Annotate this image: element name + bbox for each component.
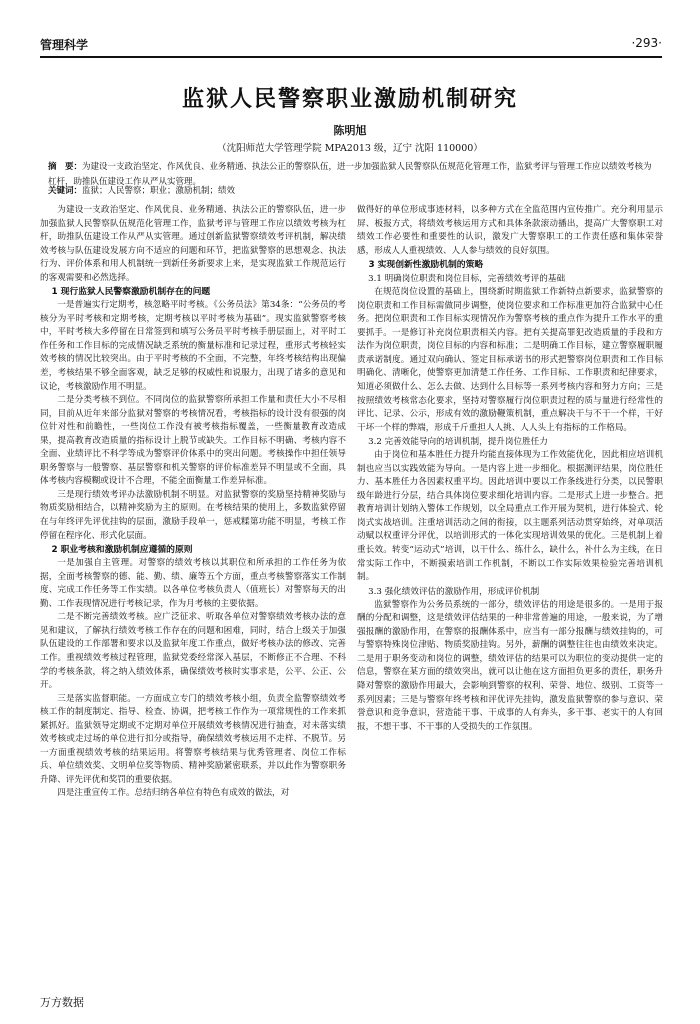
subsection-heading: 3.3 强化绩效评估的激励作用，形成评价机制	[368, 586, 540, 597]
subsection-heading: 3.1 明确岗位职责和岗位目标，完善绩效考评的基础	[368, 274, 566, 285]
keywords-label: 关键词：	[48, 186, 83, 196]
keywords-text: 监狱；人民警察；职业；激励机制；绩效	[82, 186, 236, 196]
paragraph: 为建设一支政治坚定、作风优良、业务精通、执法公正的警察队伍，进一步加强监狱人民警察队伍规范化管理工作，监狱考评与管理工作应以绩效考核为杠杆，助推队伍建设工作从严从实管理。通过创新监狱警察绩效考评机制，解决绩效考核与队伍建设发展方向不适应的问题和环节，把监狱警察的思想观念、执法行为、评价体系和用人机制统一到新任务新要求上来，是实现监狱工作规范运行的客观需要和必然选择。	[40, 205, 346, 283]
header-rule	[40, 56, 662, 58]
abstract-label: 摘 要：	[48, 162, 83, 172]
paragraph: 三是落实监督职能。一方面成立专门的绩效考核小组，负责全监警察绩效考核工作的制度制定、指导、检查、协调，把考核工作作为一项常规性的工作来抓紧抓好。监狱领导定期或不定期对单位开展绩效考核情况进行抽查，对未落实绩效考核或走过场的单位进行扣分或指导，确保绩效考核运用不走样、不脱节。另一方面重视绩效考核的结果运用。将警察考核结果与优秀管理者、岗位工作标兵、单位绩效奖、文明单位奖等物质、精神奖励紧密联系，并以此作为警察职务升降、评先评优和奖罚的重要依据。	[40, 693, 346, 785]
paragraph: 二是不断完善绩效考核。应广泛征求、听取各单位对警察绩效考核办法的意见和建议，了解执行绩效考核工作存在的问题和困难，同时，结合上级关于加强队伍建设的工作部署和要求以及监狱年度工作重点，做好考核办法的修改、完善工作。重视绩效考核过程管理，监狱党委经常深入基层，不断修正不合理、不科学的考核条款，将之纳入绩效体系，确保绩效考核时实事求是，公平、公正、公开。	[40, 612, 346, 691]
paragraph: 在规范岗位设置的基础上，围绕新时期监狱工作新特点新要求，监狱警察的岗位职责和工作目标需做同步调整，使岗位要求和工作标准更加符合监狱中心任务。把岗位职责和工作目标实现情况作为警察考核的重点作为提升工作水平的重要抓手。一是修订补充岗位职责相关内容。把有关提高罪犯改造质量的手段和方法作为岗位职责，岗位目标的内容和标准；二是明确工作目标，建立警察履职履责承诺制度。通过双向确认、签定目标承诺书的形式把警察岗位职责和工作目标明确化、清晰化，使警察更加清楚工作任务、工作目标、工作职责和纪律要求，知道必须做什么、怎么去做、达到什么目标等一系列考核内容和努力方向；三是按照绩效考核常态化要求，坚持对警察履行岗位职责过程的质与量进行经常性的评比、记录、公示，形成有效的激励鞭策机制，重点解决干与不干一个样，干好干坏一个样的弊端，形成千斤重担人人挑、人人头上有指标的工作格局。	[357, 287, 663, 433]
author-name: 陈明旭	[333, 124, 367, 137]
journal-section-name: 管理科学	[40, 38, 89, 52]
body-column-left	[40, 204, 346, 801]
page-number: ·293·	[631, 36, 662, 50]
paragraph: 四是注重宣传工作。总结归纳各单位有特色有成效的做法，对	[57, 788, 290, 799]
paragraph: 监狱警察作为公务员系统的一部分，绩效评估的用途是很多的。一是用于报酬的分配和调整，这是绩效评估结果的一种非常普遍的用途，一般来说，为了增强报酬的激励作用，在警察的报酬体系中，应当有一部分报酬与绩效挂钩的，可与警察特殊岗位津贴、物质奖励挂钩。另外，薪酬的调整往往也由绩效来决定。二是用于职务变动和岗位的调整，绩效评估的结果可以为职位的变动提供一定的信息，警察在某方面的绩效突出，就可以让他在这方面担负更多的责任，职务升降对警察的激励作用最大，会影响到警察的权利、荣誉、地位、级别、工资等一系列因素；三是与警察年终考核和评优评先挂钩，激发监狱警察的参与意识、荣誉意识和竞争意识，营造能干事、干成事的人有奔头，多干事、老实干的人有回报，不想干事、不干事的人受损失的工作氛围。	[357, 599, 663, 732]
section-heading: 1 现行监狱人民警察激励机制存在的问题	[51, 287, 211, 298]
running-header	[40, 36, 662, 56]
article-title: 监狱人民警察职业激励机制研究	[181, 87, 518, 112]
paragraph: 由于岗位和基本胜任力提升均能直接体现为工作效能优化，因此相应培训机制也应当以实践效能为导向。一是内容上进一步细化。根据测评结果，岗位胜任力、基本胜任力各因素权重平均。因此培训中要以工作条线进行分类，以民警职级年龄进行分层，结合具体岗位要求细化培训内容。二是形式上进一步整合。把教育培训计划纳入警体工作规划，以全局重点工作开展为契机，进行体验式、轮岗式实战培训。注重培训活动之间的衔接，以主题系列活动贯穿始终，对单项活动赋以权重评分评优，以培训形式的一体化实现培训效果的优化。三是机制上着重长效。转变“运动式”培训，以干什么、练什么，缺什么，补什么为主线，在日常实际工作中，不断摸索培训工作机制，不断以工作实际效果检验完善培训机制。	[357, 450, 663, 583]
paragraph: 一是加强自主管理。对警察的绩效考核以其职位和所承担的工作任务为依据，全面考核警察的德、能、勤、绩、廉等五个方面，重点考核警察落实工作制度、完成工作任务等工作实绩。以各单位考核负责人（值班长）对警察每天的出勤、工作表现情况进行考核记录，作为月考核的主要依据。	[40, 558, 346, 609]
paragraph: 二是分类考核不到位。不同岗位的监狱警察所承担工作量和责任大小不尽相同，目前从近年来部分监狱对警察的考核情况看，考核指标的设计没有很强的岗位针对性和前瞻性，一些岗位工作没有被考核指标覆盖，一些衡量教育改造成果，提高教育改造质量的指标设计上脱节或缺失。工作目标不明确、考核内容不全面、业绩评比不科学等成为警察评价体系中的突出问题。考核操作中担任领导职务警察与一般警察、基层警察和机关警察的评价标准差异不明显或不全面，具体考核内容模糊或设计不合理，不能全面衡量工作差异标准。	[40, 395, 346, 487]
keywords	[48, 184, 654, 196]
section-heading: 2 职业考核和激励机制应遵循的原则	[51, 545, 193, 556]
abstract-text: 为建设一支政治坚定、作风优良、业务精通、执法公正的警察队伍，进一步加强监狱人民警察队伍规范化管理工作，监狱考评与管理工作应以绩效考核为杠杆，助推队伍建设工作从严从实管理。	[48, 162, 652, 187]
author-affiliation: （沈阳师范大学管理学院 MPA2013 级，辽宁 沈阳 110000）	[217, 143, 483, 154]
body-column-right	[357, 204, 663, 734]
footer-watermark: 万方数据	[40, 996, 84, 1009]
section-heading: 3 实现创新性激励机制的策略	[368, 260, 484, 271]
paragraph: 三是现行绩效考评办法激励机制不明显。对监狱警察的奖励坚持精神奖励与物质奖励相结合，以精神奖励为主的原则。在考核结果的使用上，多数监狱停留在与年终评先评优挂钩的层面，激励手段单一，惩戒糅第功能不明显，考核工作停留在程序化、形式化层面。	[40, 489, 346, 541]
subsection-heading: 3.2 完善效能导向的培训机制，提升岗位胜任力	[368, 437, 548, 448]
paragraph: 一是普遍实行定期考，核忽略平时考核。《公务员法》第34条：“公务员的考核分为平时考核和定期考核，定期考核以平时考核为基础”。现实监狱警察考核中，平时考核大多停留在日常签到和填写公务员平时考核手册层面上，对平时工作任务和工作目标的完成情况缺乏系统的衡量标准和记录过程，重形式考核轻实效考核的情况比较突出。由于平时考核的不全面，不完整，年终考核结构出现偏差，考核结果不够全面客观，缺乏足够的权威性和说服力，出现了诸多的意见和议论，考核激励作用不明显。	[40, 300, 346, 392]
paragraph: 做得好的单位形成事迹材料，以多种方式在全监范围内宣传推广。充分利用显示屏、板报方式，将绩效考核运用方式和具体条款滚动播出，提高广大警察职工对绩效工作必要性和重要性的认识，激发广大警察职工的工作责任感和集体荣誉感，形成人人重视绩效、人人参与绩效的良好氛围。	[357, 205, 663, 256]
